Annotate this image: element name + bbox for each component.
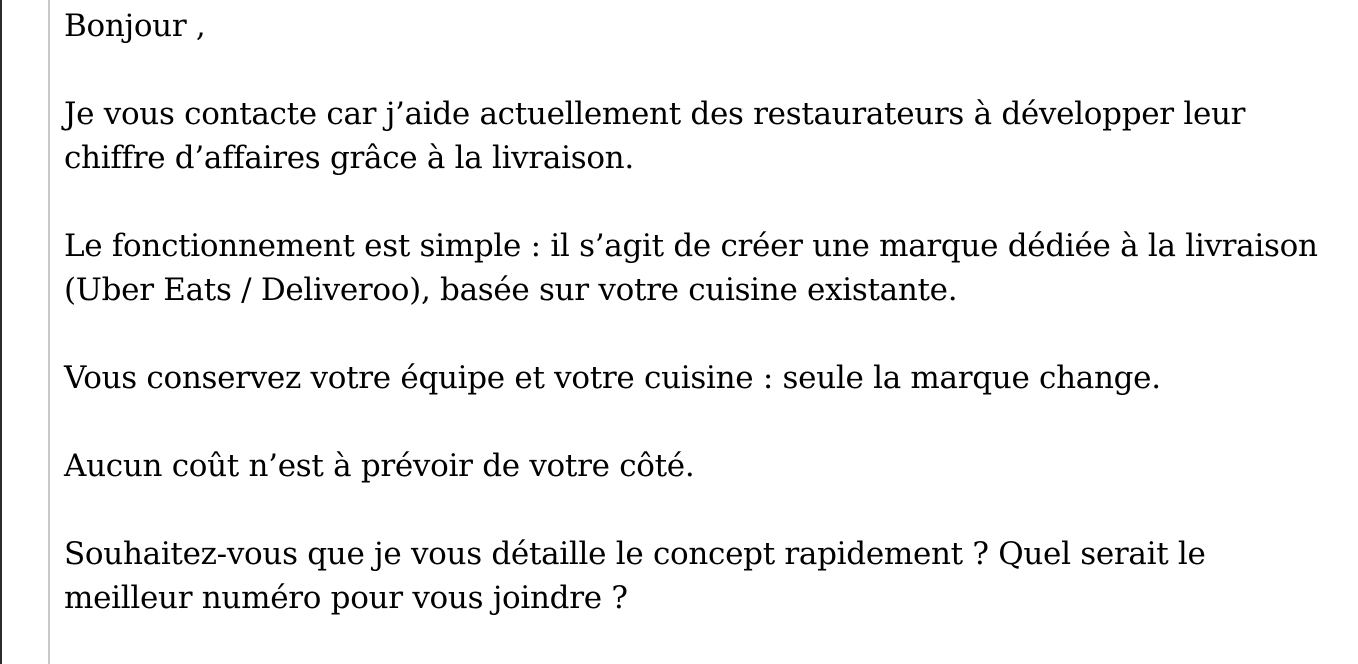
email-greeting: Bonjour , [64, 8, 206, 44]
email-paragraph: Souhaitez-vous que je vous détaille le concept rapidement ? Quel serait le meilleur numéro pour vous joindre ? [64, 536, 1206, 616]
email-paragraph: Vous conservez votre équipe et votre cuisine : seule la marque change. [64, 360, 1161, 396]
email-paragraph: Aucun coût n’est à prévoir de votre côté. [64, 448, 695, 484]
quote-bar [48, 0, 50, 664]
cropped-previous-line [300, 0, 1060, 2]
email-paragraph: Je vous contacte car j’aide actuellement des restaurateurs à développer leur chiffre d’affaires grâce à la livraison. [64, 96, 1246, 176]
window-left-border [0, 0, 2, 664]
email-message [64, 4, 1324, 620]
email-paragraph: Le fonctionnement est simple : il s’agit de créer une marque dédiée à la livraison (Uber Eats / Deliveroo), basée sur votre cuisine existante. [64, 228, 1318, 308]
